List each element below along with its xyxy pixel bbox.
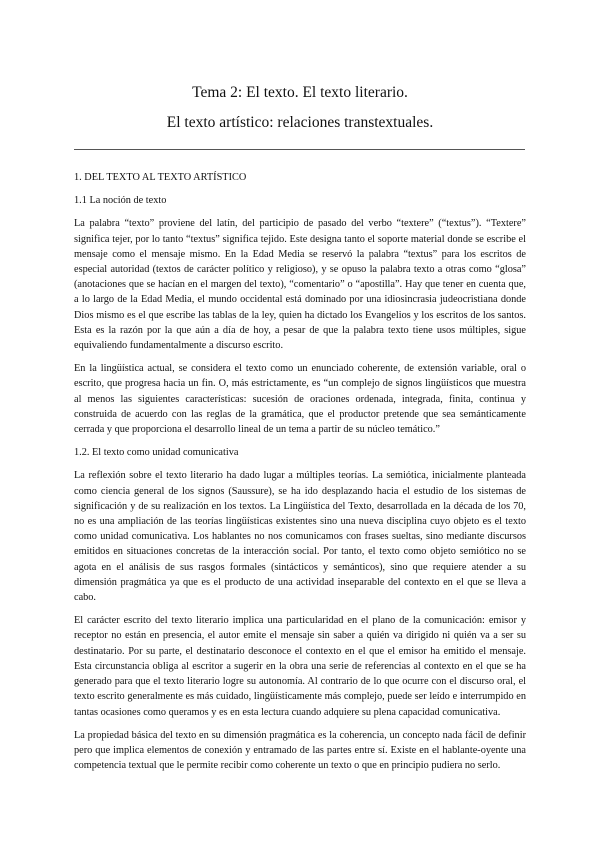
document-subtitle: El texto artístico: relaciones transtextuales. xyxy=(166,114,434,131)
section-heading: 1. DEL TEXTO AL TEXTO ARTÍSTICO xyxy=(74,172,247,183)
paragraph: La palabra “texto” proviene del latín, del participio de pasado del verbo “textere” (“textus”). “Textere” significa tejer, por lo tanto “textus” significa tejido. Este designa tanto el soporte material donde se escribe el mensaje como el mensaje mismo. En la Edad Media se reservó la palabra “textus” para los escritos de especial autoridad (textos de carácter político y religioso), y se opuso la palabra texto a otras como “glosa” (anotaciones que se hacían en el margen del texto), “comentario” o “apostilla”. Hay que tener en cuenta que, a lo largo de la Edad Media, el mundo occidental está dominado por una idiosincrasia judeocristiana donde Dios mismo es el que escribe las tablas de la ley, quien ha dictado los Evangelios y los escritos de los santos. Esta es la razón por la que aún a día de hoy, a pesar de que la palabra texto tiene usos múltiples, sigue equivaliendo fundamentalmente a discurso escrito. xyxy=(74,218,526,352)
subsection-heading-1-1: 1.1 La noción de texto xyxy=(74,195,167,207)
paragraph: La reflexión sobre el texto literario ha dado lugar a múltiples teorías. La semiótica, inicialmente planteada como ciencia general de los signos (Saussure), se ha ido desplazando hacia el estudio de los sistemas de significación y de su realización en los textos. La Lingüística del Texto, desarrollada en la década de los 70, no es una ampliación de las teorías lingüísticas existentes sino una nueva disciplina cuyo objeto es el texto como unidad comunicativa. Los hablantes no nos comunicamos con frases sueltas, sino mediante discursos emitidos en situaciones concretas de la interacción social. Por tanto, el texto como objeto semiótico no se agota en el análisis de sus rasgos formales (sintácticos y semánticos), sino que requiere atender a su dimensión pragmática ya que es el producto de una actividad inseparable del contexto en el que se lleva a cabo. xyxy=(74,470,526,604)
paragraph: El carácter escrito del texto literario implica una particularidad en el plano de la comunicación: emisor y receptor no están en presencia, el autor emite el mensaje sin saber a quién va dirigido ni quién va a ser su destinatario. Por su parte, el destinatario desconoce el contexto en el que el emisor ha emitido el mensaje. Esta circunstancia obliga al escritor a sugerir en la obra una serie de referencias al contexto en el que se ha generado para que el texto literario logre su autonomía. Al contrario de lo que ocurre con el discurso oral, el texto escrito generalmente es más cuidado, lingüísticamente más complejo, puede ser leído e interrumpido en tantas ocasiones como queramos y es en esta lectura cuando adquiere su plena capacidad comunicativa. xyxy=(74,615,526,718)
title-divider xyxy=(74,149,525,150)
subsection-heading-1-2: 1.2. El texto como unidad comunicativa xyxy=(74,447,239,459)
paragraph: En la lingüística actual, se considera el texto como un enunciado coherente, de extensión variable, oral o escrito, que progresa hacia un fin. O, más estrictamente, es “un complejo de signos lingüísticos que muestra al menos las siguientes características: sucesión de oraciones ordenada, integrada, finita, continua y construida de acuerdo con las reglas de la gramática, que el productor pretende que sea semánticamente cerrada y que proporciona el desarrollo lineal de un tema a partir de su núcleo temático.” xyxy=(74,363,526,436)
document-title: Tema 2: El texto. El texto literario. xyxy=(192,84,408,101)
paragraph: La propiedad básica del texto en su dimensión pragmática es la coherencia, un concepto nada fácil de definir pero que implica elementos de conexión y entramado de las partes entre sí. Existe en el hablante-oyente una competencia textual que le permite recibir como coherente un texto o que en principio pudiera no serlo. xyxy=(74,729,526,772)
document-body xyxy=(74,170,526,781)
